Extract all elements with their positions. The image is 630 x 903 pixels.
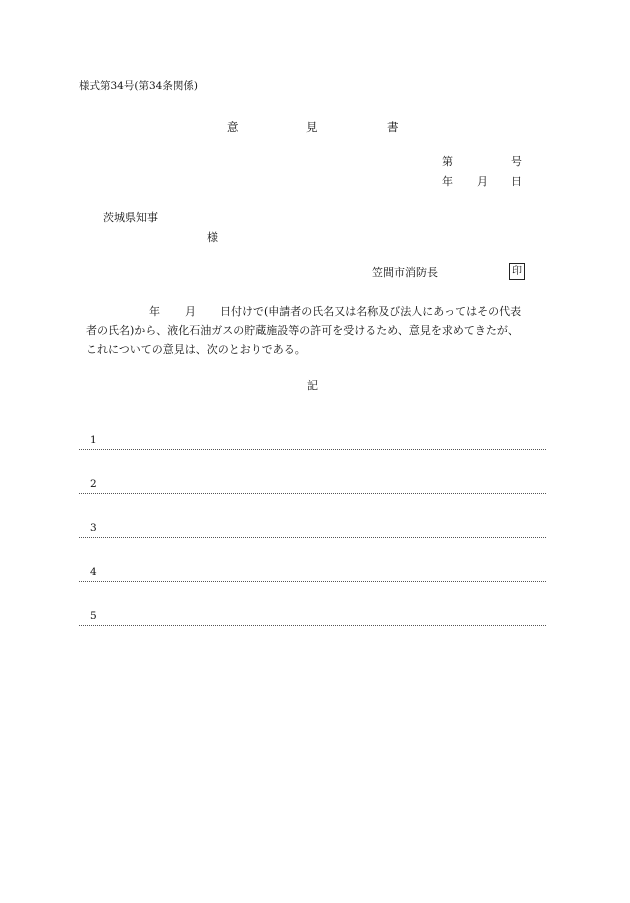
sender: 笠間市消防長	[372, 266, 438, 279]
form-number: 様式第34号(第34条関係)	[79, 80, 198, 92]
seal-mark: 印	[509, 263, 525, 280]
list-item	[79, 611, 546, 626]
list-item	[79, 567, 546, 582]
body-year: 年	[149, 305, 160, 318]
honorific: 様	[207, 231, 218, 244]
doc-number-suffix: 号	[511, 155, 522, 168]
date-year: 年	[442, 175, 453, 188]
item-number: 3	[90, 522, 97, 534]
list-item	[79, 435, 546, 450]
body-line-2: 者の氏名)から、液化石油ガスの貯蔵施設等の許可を受けるため、意見を求めてきたが、	[86, 324, 519, 337]
doc-number-prefix: 第	[442, 155, 453, 168]
item-number: 1	[90, 434, 97, 446]
list-item	[79, 479, 546, 494]
date-day: 日	[511, 175, 522, 188]
title-char: 見	[306, 120, 318, 134]
body-month: 月	[185, 305, 196, 318]
addressee: 茨城県知事	[103, 211, 158, 224]
title-char: 書	[387, 120, 399, 134]
body-line-1: 日付けで(申請者の氏名又は名称及び法人にあってはその代表	[220, 305, 522, 318]
body-line-3: これについての意見は、次のとおりである。	[86, 343, 306, 356]
ki-heading: 記	[307, 379, 318, 392]
title-char: 意	[227, 120, 239, 134]
item-number: 2	[90, 478, 97, 490]
item-number: 5	[90, 610, 97, 622]
item-number: 4	[90, 566, 97, 578]
list-item	[79, 523, 546, 538]
date-month: 月	[477, 175, 488, 188]
